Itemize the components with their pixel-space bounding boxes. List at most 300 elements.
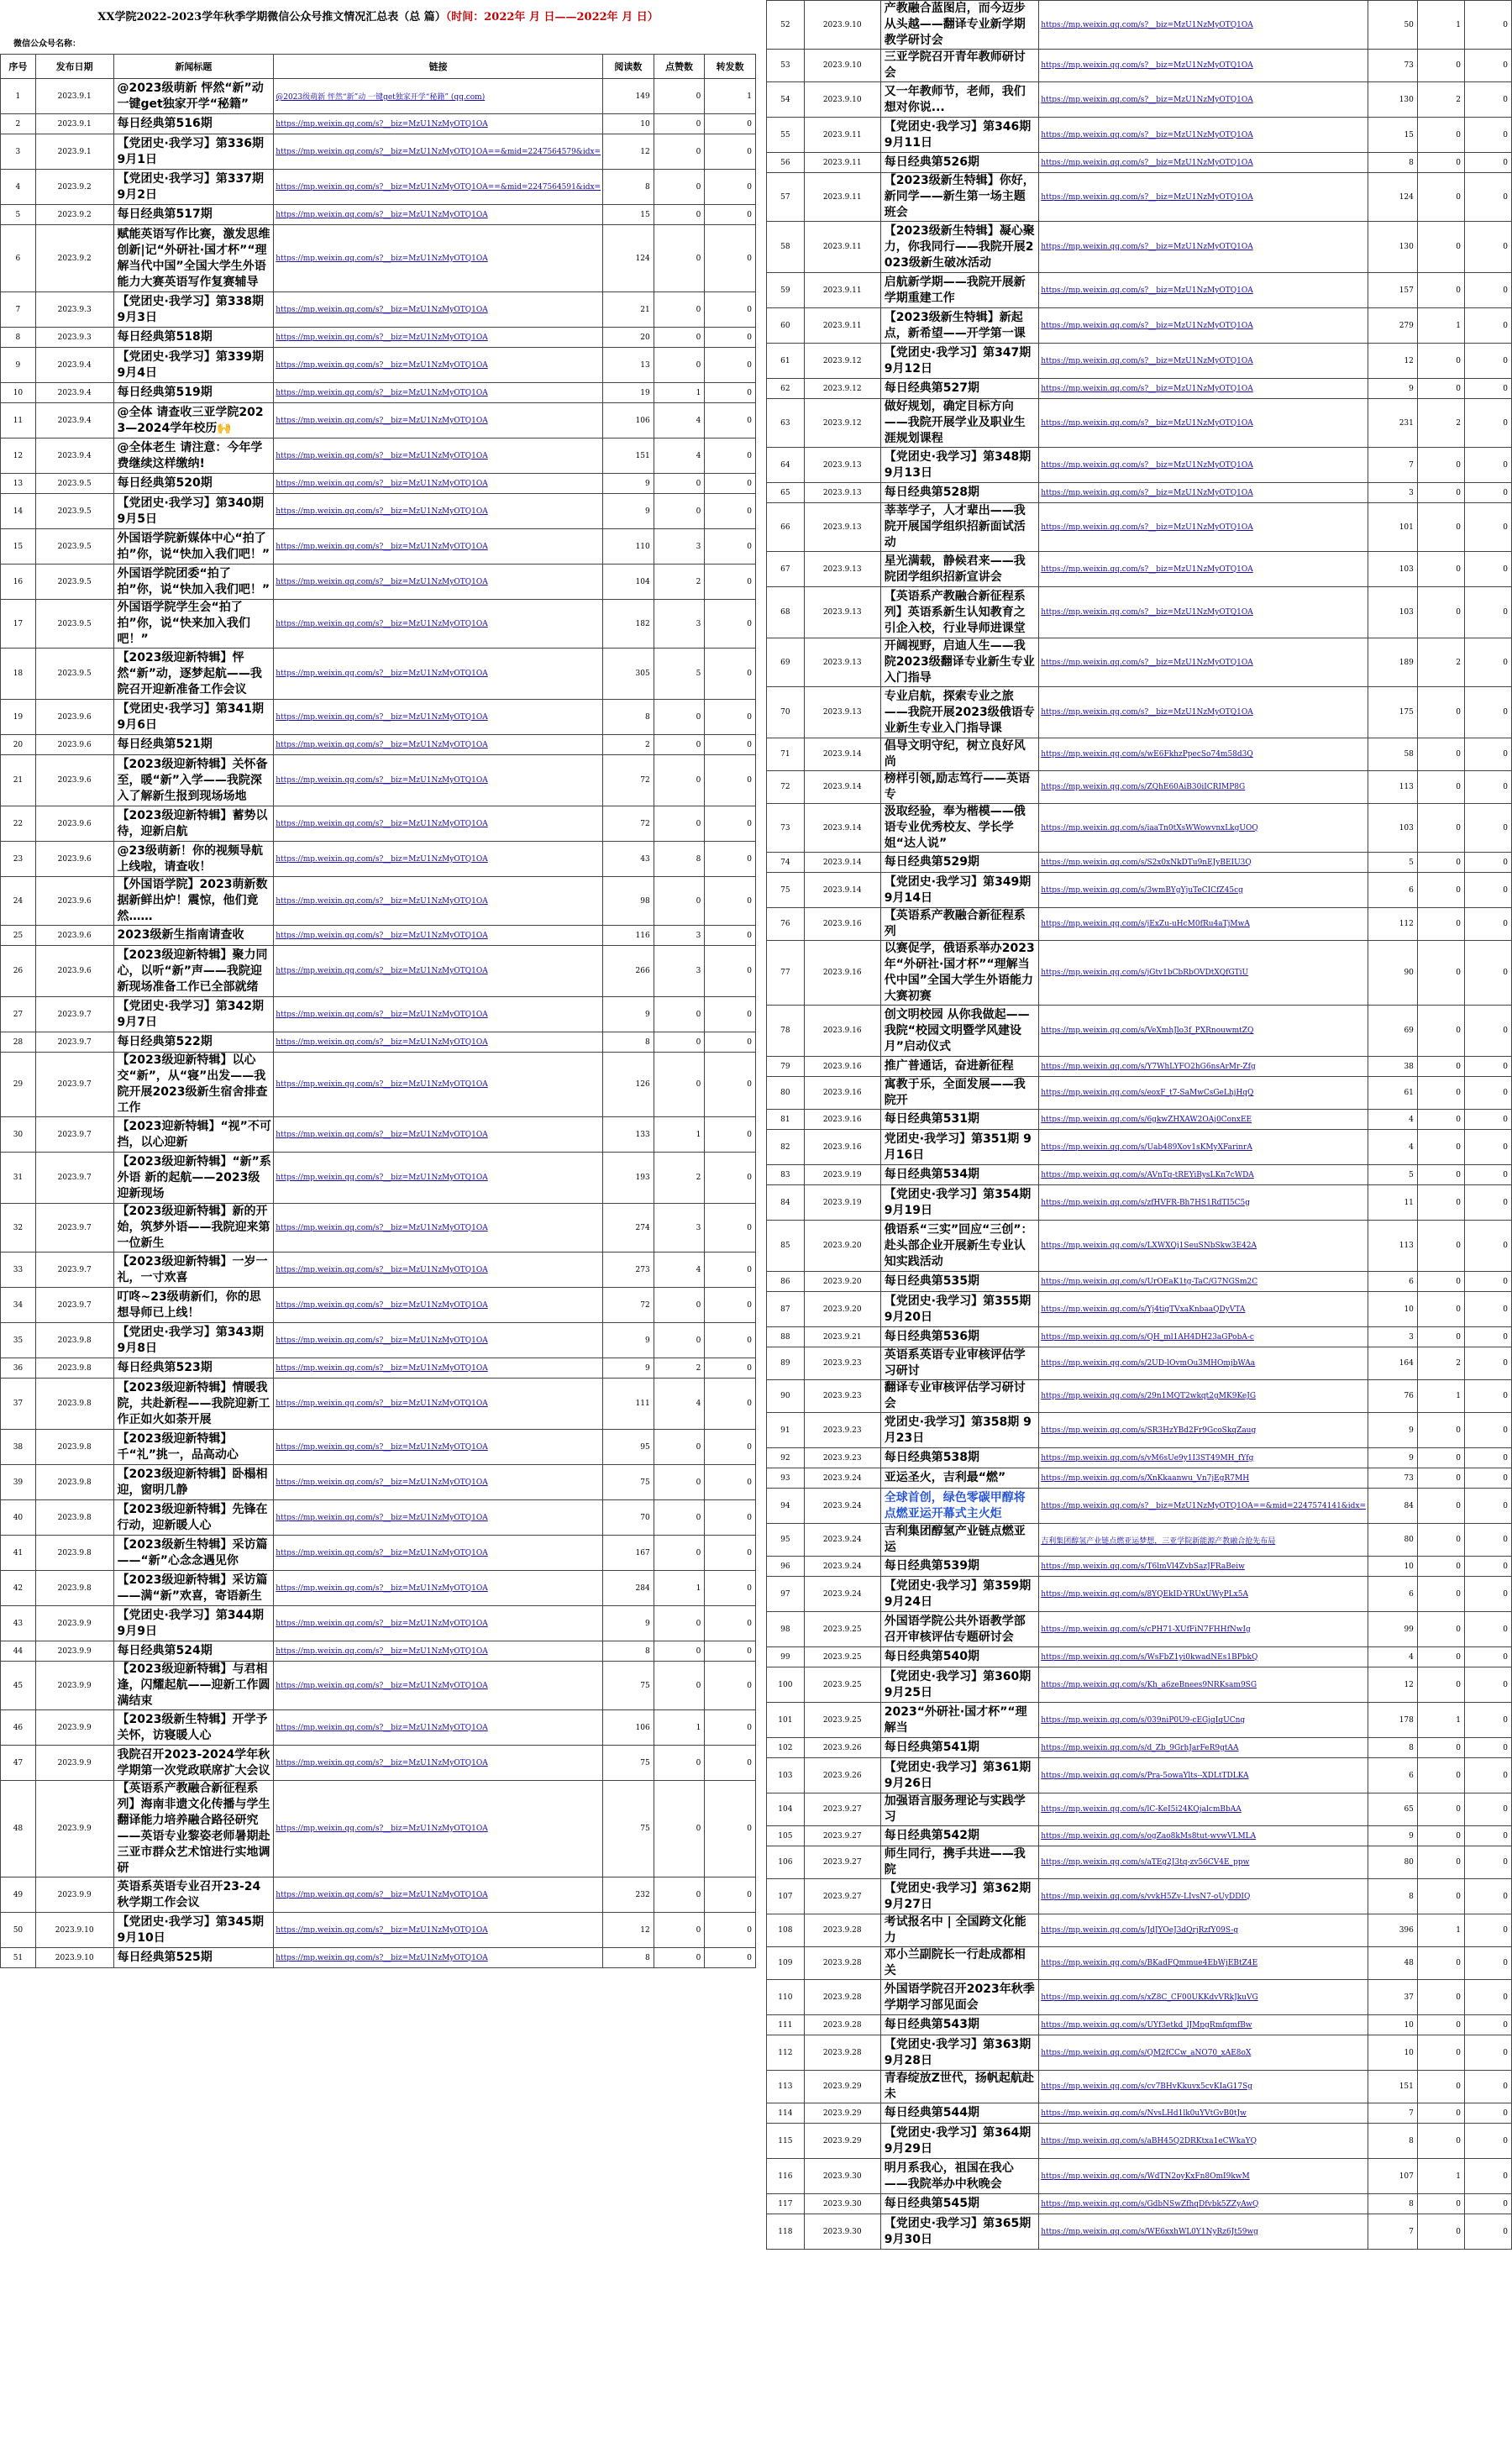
row-date: 2023.9.13 (804, 587, 880, 638)
row-date: 2023.9.14 (804, 771, 880, 804)
row-date: 2023.9.28 (804, 2015, 880, 2035)
row-link[interactable]: https://mp.weixin.qq.com/s?__biz=MzU1NzMyOTQ1OA (274, 1710, 603, 1746)
row-link[interactable]: https://mp.weixin.qq.com/s?__biz=MzU1NzMyOTQ1OA (1039, 222, 1368, 273)
row-likes: 0 (1417, 1793, 1464, 1826)
row-index: 107 (767, 1879, 805, 1914)
row-link[interactable]: https://mp.weixin.qq.com/s?__biz=MzU1NzMyOTQ1OA (1039, 82, 1368, 118)
row-shares: 0 (705, 348, 756, 383)
row-link[interactable]: https://mp.weixin.qq.com/s?__biz=MzU1NzMyOTQ1OA (1039, 118, 1368, 153)
row-link[interactable]: https://mp.weixin.qq.com/s/cv7BHvKkuvx5cvKIaG17Sg (1039, 2071, 1368, 2103)
row-date: 2023.9.9 (35, 1746, 113, 1781)
row-link[interactable]: https://mp.weixin.qq.com/s/ZQhE60AiB30iICRIMP8G (1039, 771, 1368, 804)
row-link[interactable]: https://mp.weixin.qq.com/s?__biz=MzU1NzMyOTQ1OA==&mid=2247564579&idx= (274, 134, 603, 170)
row-link[interactable]: https://mp.weixin.qq.com/s?__biz=MzU1NzMyOTQ1OA (274, 1153, 603, 1204)
row-likes: 0 (1417, 1448, 1464, 1468)
row-link[interactable]: https://mp.weixin.qq.com/s/WdTN2oyKxFn8OmI9kwM (1039, 2159, 1368, 2194)
row-link[interactable]: https://mp.weixin.qq.com/s?__biz=MzU1NzMyOTQ1OA (274, 842, 603, 877)
row-index: 40 (1, 1500, 36, 1536)
row-likes: 0 (1417, 2194, 1464, 2214)
table-row (767, 1130, 1512, 1165)
row-shares: 0 (1464, 1006, 1511, 1057)
row-date: 2023.9.11 (804, 173, 880, 222)
row-link[interactable]: https://mp.weixin.qq.com/s/wE6FkhzPpecSo74m58d3Q (1039, 738, 1368, 771)
row-link[interactable]: https://mp.weixin.qq.com/s/Yj4tigTVxaKnbaaQDyVTA (1039, 1292, 1368, 1327)
table-row (767, 1879, 1512, 1914)
row-title: 【2023级迎新特辑】聚力同心，以听“新”声——我院迎新现场准备工作已全部就绪 (113, 946, 274, 997)
row-link[interactable]: https://mp.weixin.qq.com/s?__biz=MzU1NzMyOTQ1OA (274, 328, 603, 348)
row-title: 【党团史·我学习】第363期 9月28日 (880, 2035, 1038, 2071)
row-link[interactable]: https://mp.weixin.qq.com/s?__biz=MzU1NzMyOTQ1OA (274, 600, 603, 649)
row-likes: 2 (1417, 399, 1464, 448)
row-link[interactable]: https://mp.weixin.qq.com/s?__biz=MzU1NzMyOTQ1OA (274, 1465, 603, 1500)
table-row (1, 1877, 756, 1913)
row-shares: 0 (1464, 2071, 1511, 2103)
row-likes: 0 (1417, 379, 1464, 399)
account-name-label: 微信公众号名称： (13, 39, 81, 49)
table-row (767, 82, 1512, 118)
row-title: 【党团史·我学习】第342期 9月7日 (113, 997, 274, 1032)
row-title: 每日经典第544期 (880, 2103, 1038, 2124)
row-date: 2023.9.8 (35, 1430, 113, 1465)
row-link[interactable]: https://mp.weixin.qq.com/s/AVnTq-tREYiBysLKn7cWDA (1039, 1165, 1368, 1185)
row-link[interactable]: https://mp.weixin.qq.com/s?__biz=MzU1NzMyOTQ1OA (274, 1536, 603, 1571)
row-link[interactable]: https://mp.weixin.qq.com/s?__biz=MzU1NzMyOTQ1OA (1039, 503, 1368, 552)
row-link[interactable]: https://mp.weixin.qq.com/s/SR3HzYBd2Fr9GcoSkqZaug (1039, 1413, 1368, 1448)
row-link[interactable]: https://mp.weixin.qq.com/s?__biz=MzU1NzMyOTQ1OA (274, 1606, 603, 1641)
row-title: 每日经典第536期 (880, 1327, 1038, 1347)
row-shares: 0 (705, 225, 756, 292)
row-link[interactable]: https://mp.weixin.qq.com/s?__biz=MzU1NzMyOTQ1OA (274, 700, 603, 735)
row-likes: 2 (1417, 82, 1464, 118)
row-index: 96 (767, 1557, 805, 1577)
row-likes: 0 (1417, 1272, 1464, 1292)
row-link[interactable]: https://mp.weixin.qq.com/s/aTEg2J3tq-zv56CV4E_ppw (1039, 1846, 1368, 1879)
table-row (1, 494, 756, 529)
row-link[interactable]: https://mp.weixin.qq.com/s/29n1MQT2wkqt2gMK9KeJG (1039, 1380, 1368, 1413)
row-link[interactable]: https://mp.weixin.qq.com/s?__biz=MzU1NzMyOTQ1OA (274, 1204, 603, 1253)
table-row (767, 1347, 1512, 1380)
row-link[interactable]: https://mp.weixin.qq.com/s?__biz=MzU1NzMyOTQ1OA (274, 1430, 603, 1465)
row-date: 2023.9.25 (804, 1647, 880, 1667)
row-link[interactable]: https://mp.weixin.qq.com/s/S2x0xNkDTu9nEJyBEIU3Q (1039, 853, 1368, 873)
table-row (767, 638, 1512, 687)
table-row (767, 587, 1512, 638)
row-likes: 0 (1417, 1468, 1464, 1489)
row-link[interactable]: https://mp.weixin.qq.com/s?__biz=MzU1NzMyOTQ1OA (274, 877, 603, 926)
row-date: 2023.9.12 (804, 379, 880, 399)
row-title: 产教融合蓝图启，而今迈步从头越——翻译专业新学期教学研讨会 (880, 1, 1038, 50)
row-reads: 13 (603, 348, 654, 383)
row-link[interactable]: https://mp.weixin.qq.com/s?__biz=MzU1NzMyOTQ1OA (274, 1662, 603, 1710)
row-shares: 0 (1464, 1758, 1511, 1793)
row-date: 2023.9.6 (35, 735, 113, 755)
row-link[interactable]: https://mp.weixin.qq.com/s/2UD-lOvmOu3MHOmjbWAa (1039, 1347, 1368, 1380)
row-shares: 0 (1464, 638, 1511, 687)
row-link[interactable]: https://mp.weixin.qq.com/s?__biz=MzU1NzMyOTQ1OA (274, 494, 603, 529)
table-row (767, 2214, 1512, 2250)
row-date: 2023.9.23 (804, 1413, 880, 1448)
table-row (767, 2194, 1512, 2214)
row-index: 48 (1, 1781, 36, 1877)
row-link[interactable]: https://mp.weixin.qq.com/s/WE6xxhWL0Y1NyRz6Jt59wg (1039, 2214, 1368, 2250)
row-link[interactable]: https://mp.weixin.qq.com/s/iaaTn0tXsWWowvnxLkgUOQ (1039, 804, 1368, 853)
row-date: 2023.9.26 (804, 1758, 880, 1793)
row-reads: 8 (1368, 153, 1418, 173)
row-likes: 0 (1417, 1826, 1464, 1846)
row-date: 2023.9.6 (35, 700, 113, 735)
row-link[interactable]: https://mp.weixin.qq.com/s/3wmBYgYjuTeCICfZ45cg (1039, 873, 1368, 908)
row-shares: 0 (705, 1948, 756, 1968)
row-likes: 1 (1417, 1914, 1464, 1947)
row-reads: 112 (1368, 908, 1418, 941)
row-reads: 5 (1368, 1165, 1418, 1185)
row-likes: 2 (654, 1358, 705, 1379)
row-link[interactable]: https://mp.weixin.qq.com/s?__biz=MzU1NzMyOTQ1OA (274, 383, 603, 403)
row-link[interactable]: https://mp.weixin.qq.com/s?__biz=MzU1NzMyOTQ1OA (274, 114, 603, 134)
row-link[interactable]: https://mp.weixin.qq.com/s?__biz=MzU1NzMyOTQ1OA (274, 1288, 603, 1323)
row-shares: 0 (1464, 738, 1511, 771)
row-link[interactable]: https://mp.weixin.qq.com/s?__biz=MzU1NzMyOTQ1OA (274, 225, 603, 292)
row-reads: 5 (1368, 853, 1418, 873)
row-date: 2023.9.5 (35, 565, 113, 600)
table-row (1, 649, 756, 700)
row-reads: 99 (1368, 1612, 1418, 1647)
row-date: 2023.9.1 (35, 79, 113, 114)
row-likes: 1 (654, 1710, 705, 1746)
row-index: 32 (1, 1204, 36, 1253)
row-shares: 0 (705, 1536, 756, 1571)
row-date: 2023.9.1 (35, 134, 113, 170)
row-date: 2023.9.8 (35, 1465, 113, 1500)
row-link[interactable]: https://mp.weixin.qq.com/s/QH_ml1AH4DH23aGPobA-c (1039, 1327, 1368, 1347)
row-shares: 0 (1464, 1077, 1511, 1110)
row-index: 50 (1, 1913, 36, 1948)
row-likes: 0 (654, 1877, 705, 1913)
row-link[interactable]: https://mp.weixin.qq.com/s?__biz=MzU1NzMyOTQ1OA==&mid=2247564591&idx= (274, 170, 603, 205)
row-index: 72 (767, 771, 805, 804)
row-reads: 12 (1368, 344, 1418, 379)
row-likes: 1 (1417, 1, 1464, 50)
row-index: 91 (767, 1413, 805, 1448)
row-link[interactable]: https://mp.weixin.qq.com/s/Y7WhLYFO2hG6nsArMr-Zfg (1039, 1057, 1368, 1077)
row-date: 2023.9.20 (804, 1292, 880, 1327)
row-date: 2023.9.12 (804, 399, 880, 448)
row-reads: 8 (1368, 2124, 1418, 2159)
row-title: 【党团史·我学习】第359期 9月24日 (880, 1577, 1038, 1612)
row-reads: 4 (1368, 1647, 1418, 1667)
row-reads: 61 (1368, 1077, 1418, 1110)
article-table-left (0, 54, 756, 1968)
row-shares: 0 (1464, 483, 1511, 503)
table-row (767, 1738, 1512, 1758)
row-link[interactable]: https://mp.weixin.qq.com/s/8YQEkID-YRUxUWyPLx5A (1039, 1577, 1368, 1612)
row-title: 外国语学院公共外语教学部召开审核评估专题研讨会 (880, 1612, 1038, 1647)
row-index: 101 (767, 1703, 805, 1738)
row-reads: 65 (1368, 1793, 1418, 1826)
row-link[interactable]: https://mp.weixin.qq.com/s/Pra-5owaYlts--XDLtTDLKA (1039, 1758, 1368, 1793)
row-link[interactable]: https://mp.weixin.qq.com/s/UYf3etkd_lJMpgRmfqmfBw (1039, 2015, 1368, 2035)
row-likes: 0 (1417, 1524, 1464, 1557)
row-reads: 110 (603, 529, 654, 565)
row-likes: 0 (654, 1948, 705, 1968)
table-row (1, 383, 756, 403)
row-link[interactable]: https://mp.weixin.qq.com/s/d_Zb_9GrhJarFeR9gtAA (1039, 1738, 1368, 1758)
row-reads: 126 (603, 1053, 654, 1117)
row-reads: 50 (1368, 1, 1418, 50)
row-link[interactable]: https://mp.weixin.qq.com/s?__biz=MzU1NzMyOTQ1OA (1039, 173, 1368, 222)
row-link[interactable]: https://mp.weixin.qq.com/s/vM6sUe9y1I3ST49MH_fYfg (1039, 1448, 1368, 1468)
row-link[interactable]: https://mp.weixin.qq.com/s/039niP0U9-cEGjqIqUCng (1039, 1703, 1368, 1738)
row-reads: 75 (603, 1465, 654, 1500)
row-index: 108 (767, 1914, 805, 1947)
row-date: 2023.9.10 (35, 1913, 113, 1948)
table-row (1, 946, 756, 997)
row-link[interactable]: https://mp.weixin.qq.com/s?__biz=MzU1NzMyOTQ1OA (274, 565, 603, 600)
row-index: 82 (767, 1130, 805, 1165)
row-index: 65 (767, 483, 805, 503)
row-link[interactable]: 吉利集团醇氢产业链点燃亚运梦想，三亚学院新能源产教融合抢先布局 (1039, 1524, 1368, 1557)
row-title: 每日经典第522期 (113, 1032, 274, 1053)
row-index: 68 (767, 587, 805, 638)
row-date: 2023.9.24 (804, 1577, 880, 1612)
row-link[interactable]: https://mp.weixin.qq.com/s?__biz=MzU1NzMyOTQ1OA (274, 1877, 603, 1913)
row-link[interactable]: https://mp.weixin.qq.com/s/VeXmhJlo3f_PXRnouwmtZQ (1039, 1006, 1368, 1057)
row-index: 17 (1, 600, 36, 649)
row-likes: 0 (654, 474, 705, 494)
row-link[interactable]: https://mp.weixin.qq.com/s?__biz=MzU1NzMyOTQ1OA (274, 1781, 603, 1877)
row-reads: 72 (603, 806, 654, 842)
row-likes: 0 (654, 1430, 705, 1465)
row-link[interactable]: https://mp.weixin.qq.com/s?__biz=MzU1NzMyOTQ1OA (274, 1117, 603, 1153)
table-row (767, 483, 1512, 503)
row-likes: 0 (1417, 1185, 1464, 1221)
row-reads: 21 (603, 292, 654, 328)
row-index: 70 (767, 687, 805, 738)
table-row (1, 1288, 756, 1323)
row-link[interactable]: https://mp.weixin.qq.com/s?__biz=MzU1NzMyOTQ1OA (1039, 687, 1368, 738)
row-index: 28 (1, 1032, 36, 1053)
table-row (1, 1571, 756, 1606)
row-link[interactable]: https://mp.weixin.qq.com/s/vvkH5Zv-LIvsN7-oUyDDIQ (1039, 1879, 1368, 1914)
row-title: 外国语学院新媒体中心“拍了拍”你，说“快加入我们吧！” (113, 529, 274, 565)
row-link[interactable]: https://mp.weixin.qq.com/s?__biz=MzU1NzMyOTQ1OA (1039, 587, 1368, 638)
table-row (1, 225, 756, 292)
row-date: 2023.9.11 (804, 222, 880, 273)
row-link[interactable]: https://mp.weixin.qq.com/s?__biz=MzU1NzMyOTQ1OA (274, 474, 603, 494)
table-row (767, 50, 1512, 82)
row-link[interactable]: https://mp.weixin.qq.com/s?__biz=MzU1NzMyOTQ1OA (274, 1053, 603, 1117)
row-link[interactable]: https://mp.weixin.qq.com/s/LXWXQj1SeuSNbSkw3E42A (1039, 1221, 1368, 1272)
row-index: 47 (1, 1746, 36, 1781)
row-index: 105 (767, 1826, 805, 1846)
table-row (767, 1292, 1512, 1327)
row-link[interactable]: https://mp.weixin.qq.com/s?__biz=MzU1NzMyOTQ1OA==&mid=2247574141&idx= (1039, 1489, 1368, 1524)
row-link[interactable]: https://mp.weixin.qq.com/s/lC-KeI5i24KQjalcmBbAA (1039, 1793, 1368, 1826)
row-link[interactable]: https://mp.weixin.qq.com/s?__biz=MzU1NzMyOTQ1OA (274, 735, 603, 755)
row-link[interactable]: https://mp.weixin.qq.com/s?__biz=MzU1NzMyOTQ1OA (274, 1500, 603, 1536)
row-link[interactable]: https://mp.weixin.qq.com/s?__biz=MzU1NzMyOTQ1OA (1039, 344, 1368, 379)
row-likes: 0 (654, 1606, 705, 1641)
row-shares: 0 (1464, 153, 1511, 173)
row-link[interactable]: https://mp.weixin.qq.com/s?__biz=MzU1NzMyOTQ1OA (1039, 1, 1368, 50)
row-shares: 0 (705, 529, 756, 565)
row-reads: 8 (1368, 1738, 1418, 1758)
row-title: 【2023级新生特辑】新起点，新希望——开学第一课 (880, 308, 1038, 344)
row-title: 师生同行，携手共进——我院 (880, 1846, 1038, 1879)
row-likes: 0 (1417, 908, 1464, 941)
row-link[interactable]: https://mp.weixin.qq.com/s?__biz=MzU1NzMyOTQ1OA (274, 205, 603, 225)
row-link[interactable]: https://mp.weixin.qq.com/s?__biz=MzU1NzMyOTQ1OA (274, 529, 603, 565)
row-link[interactable]: https://mp.weixin.qq.com/s/T6lmVl4ZvbSazJFRaBeiw (1039, 1557, 1368, 1577)
row-shares: 0 (1464, 1879, 1511, 1914)
row-likes: 2 (654, 1153, 705, 1204)
row-link[interactable]: https://mp.weixin.qq.com/s/ogZao8kMs8tut-wvwVLMLA (1039, 1826, 1368, 1846)
row-shares: 0 (1464, 1489, 1511, 1524)
row-shares: 0 (1464, 1327, 1511, 1347)
row-link[interactable]: https://mp.weixin.qq.com/s?__biz=MzU1NzMyOTQ1OA (1039, 50, 1368, 82)
row-link[interactable]: https://mp.weixin.qq.com/s/JdJYOeJ3dQrjRzfY09S-g (1039, 1914, 1368, 1947)
table-body-right (767, 1, 1512, 2250)
row-date: 2023.9.12 (804, 344, 880, 379)
row-date: 2023.9.1 (35, 114, 113, 134)
row-likes: 0 (1417, 153, 1464, 173)
row-link[interactable]: @2023级萌新 怦然“新”动 一键get独家开学“秘籍” (qq.com) (274, 79, 603, 114)
row-link[interactable]: https://mp.weixin.qq.com/s/XnKkaanwu_Vn7jEgR7MH (1039, 1468, 1368, 1489)
row-link[interactable]: https://mp.weixin.qq.com/s?__biz=MzU1NzMyOTQ1OA (1039, 483, 1368, 503)
row-title: 赋能英语写作比赛，激发思维创新|记“外研社·国才杯”“理解当代中国”全国大学生外语能力大赛英语写作复赛辅导 (113, 225, 274, 292)
row-link[interactable]: https://mp.weixin.qq.com/s?__biz=MzU1NzMyOTQ1OA (274, 1358, 603, 1379)
row-likes: 0 (654, 1053, 705, 1117)
row-link[interactable]: https://mp.weixin.qq.com/s/Kh_a6zeBnees9NRKsam9SG (1039, 1667, 1368, 1703)
row-date: 2023.9.14 (804, 804, 880, 853)
row-link[interactable]: https://mp.weixin.qq.com/s/Uab489Xov1sKMyXFarinrA (1039, 1130, 1368, 1165)
row-index: 67 (767, 552, 805, 587)
row-link[interactable]: https://mp.weixin.qq.com/s?__biz=MzU1NzMyOTQ1OA (274, 1746, 603, 1781)
row-shares: 0 (1464, 1292, 1511, 1327)
row-link[interactable]: https://mp.weixin.qq.com/s/WsFbZ1yi0kwadNEs1BPbkQ (1039, 1647, 1368, 1667)
row-reads: 9 (1368, 1448, 1418, 1468)
row-link[interactable]: https://mp.weixin.qq.com/s?__biz=MzU1NzMyOTQ1OA (274, 439, 603, 474)
row-likes: 3 (654, 1204, 705, 1253)
row-link[interactable]: https://mp.weixin.qq.com/s/BKadFQmmue4EbWjEBtZ4E (1039, 1947, 1368, 1980)
row-link[interactable]: https://mp.weixin.qq.com/s?__biz=MzU1NzMyOTQ1OA (274, 946, 603, 997)
row-link[interactable]: https://mp.weixin.qq.com/s?__biz=MzU1NzMyOTQ1OA (1039, 379, 1368, 399)
row-link[interactable]: https://mp.weixin.qq.com/s?__biz=MzU1NzMyOTQ1OA (1039, 273, 1368, 308)
table-row (1, 1606, 756, 1641)
row-link[interactable]: https://mp.weixin.qq.com/s?__biz=MzU1NzMyOTQ1OA (1039, 552, 1368, 587)
row-date: 2023.9.8 (35, 1571, 113, 1606)
row-index: 27 (1, 997, 36, 1032)
row-index: 19 (1, 700, 36, 735)
row-link[interactable]: https://mp.weixin.qq.com/s/aBH45Q2DRKtxa1eCWkaYQ (1039, 2124, 1368, 2159)
row-shares: 0 (705, 877, 756, 926)
row-link[interactable]: https://mp.weixin.qq.com/s?__biz=MzU1NzMyOTQ1OA (1039, 638, 1368, 687)
table-row (1, 529, 756, 565)
row-link[interactable]: https://mp.weixin.qq.com/s?__biz=MzU1NzMyOTQ1OA (274, 926, 603, 946)
row-link[interactable]: https://mp.weixin.qq.com/s/UrOEaK1tg-TaC/G7NGSm2C (1039, 1272, 1368, 1292)
row-link[interactable]: https://mp.weixin.qq.com/s?__biz=MzU1NzMyOTQ1OA (274, 755, 603, 806)
row-link[interactable]: https://mp.weixin.qq.com/s/jExZu-uHcM0fRu4aTjMwA (1039, 908, 1368, 941)
row-link[interactable]: https://mp.weixin.qq.com/s/cPH71-XUfFiN7FHHfNwIg (1039, 1612, 1368, 1647)
row-link[interactable]: https://mp.weixin.qq.com/s/QM2fCCw_aNO70_xAE8oX (1039, 2035, 1368, 2071)
row-link[interactable]: https://mp.weixin.qq.com/s?__biz=MzU1NzMyOTQ1OA (274, 1571, 603, 1606)
row-link[interactable]: https://mp.weixin.qq.com/s?__biz=MzU1NzMyOTQ1OA (274, 292, 603, 328)
row-reads: 12 (603, 134, 654, 170)
row-index: 41 (1, 1536, 36, 1571)
row-index: 79 (767, 1057, 805, 1077)
row-link[interactable]: https://mp.weixin.qq.com/s/zfHVFR-Bh7HS1RdTI5C5g (1039, 1185, 1368, 1221)
row-shares: 0 (705, 1465, 756, 1500)
row-title: @全体 请查收三亚学院2023—2024学年校历🙌 (113, 403, 274, 439)
row-link[interactable]: https://mp.weixin.qq.com/s?__biz=MzU1NzMyOTQ1OA (274, 1641, 603, 1662)
row-link[interactable]: https://mp.weixin.qq.com/s?__biz=MzU1NzMyOTQ1OA (274, 1913, 603, 1948)
table-row (767, 1489, 1512, 1524)
row-link[interactable]: https://mp.weixin.qq.com/s?__biz=MzU1NzMyOTQ1OA (274, 997, 603, 1032)
row-link[interactable]: https://mp.weixin.qq.com/s?__biz=MzU1NzMyOTQ1OA (274, 1032, 603, 1053)
row-index: 95 (767, 1524, 805, 1557)
row-link[interactable]: https://mp.weixin.qq.com/s/6gkwZHXAW2OAj0ConxEE (1039, 1110, 1368, 1130)
row-link[interactable]: https://mp.weixin.qq.com/s/jGtv1bCbRbOVDtXQfGTiU (1039, 941, 1368, 1006)
row-title: 【2023级新生特辑】采访篇——“新”心念念遇见你 (113, 1536, 274, 1571)
row-date: 2023.9.13 (804, 687, 880, 738)
row-title: 每日经典第518期 (113, 328, 274, 348)
time-range: （时间：2022年 月 日——2022年 月 日） (445, 11, 659, 24)
row-index: 23 (1, 842, 36, 877)
row-link[interactable]: https://mp.weixin.qq.com/s?__biz=MzU1NzMyOTQ1OA (1039, 153, 1368, 173)
row-link[interactable]: https://mp.weixin.qq.com/s?__biz=MzU1NzMyOTQ1OA (274, 403, 603, 439)
table-row (767, 2015, 1512, 2035)
row-title: @全体老生 请注意：今年学费继续这样缴纳! (113, 439, 274, 474)
row-index: 33 (1, 1253, 36, 1288)
row-link[interactable]: https://mp.weixin.qq.com/s?__biz=MzU1NzMyOTQ1OA (274, 1948, 603, 1968)
row-date: 2023.9.10 (804, 50, 880, 82)
row-link[interactable]: https://mp.weixin.qq.com/s?__biz=MzU1NzMyOTQ1OA (274, 1379, 603, 1430)
row-reads: 103 (1368, 587, 1418, 638)
row-likes: 0 (654, 1913, 705, 1948)
row-likes: 0 (1417, 2015, 1464, 2035)
row-date: 2023.9.14 (804, 853, 880, 873)
row-link[interactable]: https://mp.weixin.qq.com/s?__biz=MzU1NzMyOTQ1OA (274, 1323, 603, 1358)
row-shares: 0 (1464, 2035, 1511, 2071)
row-link[interactable]: https://mp.weixin.qq.com/s?__biz=MzU1NzMyOTQ1OA (1039, 308, 1368, 344)
row-reads: 124 (1368, 173, 1418, 222)
row-link[interactable]: https://mp.weixin.qq.com/s?__biz=MzU1NzMyOTQ1OA (274, 1253, 603, 1288)
row-link[interactable]: https://mp.weixin.qq.com/s/GdbNSwZfhqDfvbk5ZZyAwQ (1039, 2194, 1368, 2214)
row-link[interactable]: https://mp.weixin.qq.com/s?__biz=MzU1NzMyOTQ1OA (1039, 448, 1368, 483)
row-date: 2023.9.29 (804, 2071, 880, 2103)
row-link[interactable]: https://mp.weixin.qq.com/s?__biz=MzU1NzMyOTQ1OA (274, 649, 603, 700)
table-row (767, 1557, 1512, 1577)
row-link[interactable]: https://mp.weixin.qq.com/s/xZ8C_CF00UKKdvVRkJkuVG (1039, 1980, 1368, 2015)
row-link[interactable]: https://mp.weixin.qq.com/s/NvsLHd1lk0uYVtGvB0tJw (1039, 2103, 1368, 2124)
row-date: 2023.9.5 (35, 529, 113, 565)
row-index: 115 (767, 2124, 805, 2159)
row-index: 38 (1, 1430, 36, 1465)
row-reads: 273 (603, 1253, 654, 1288)
row-link[interactable]: https://mp.weixin.qq.com/s?__biz=MzU1NzMyOTQ1OA (1039, 399, 1368, 448)
row-link[interactable]: https://mp.weixin.qq.com/s/eoxF_t7-SaMwCsGeLhjHqQ (1039, 1077, 1368, 1110)
row-index: 74 (767, 853, 805, 873)
row-index: 29 (1, 1053, 36, 1117)
row-title: 【2023级新生特辑】凝心聚力，你我同行——我院开展2023级新生破冰活动 (880, 222, 1038, 273)
row-index: 109 (767, 1947, 805, 1980)
row-link[interactable]: https://mp.weixin.qq.com/s?__biz=MzU1NzMyOTQ1OA (274, 806, 603, 842)
row-shares: 0 (705, 565, 756, 600)
row-link[interactable]: https://mp.weixin.qq.com/s?__biz=MzU1NzMyOTQ1OA (274, 348, 603, 383)
row-title: 【2023级迎新特辑】怦然“新”动，逐梦起航——我院召开迎新准备工作会议 (113, 649, 274, 700)
row-date: 2023.9.7 (35, 1153, 113, 1204)
row-title: 吉利集团醇氢产业链点燃亚运 (880, 1524, 1038, 1557)
